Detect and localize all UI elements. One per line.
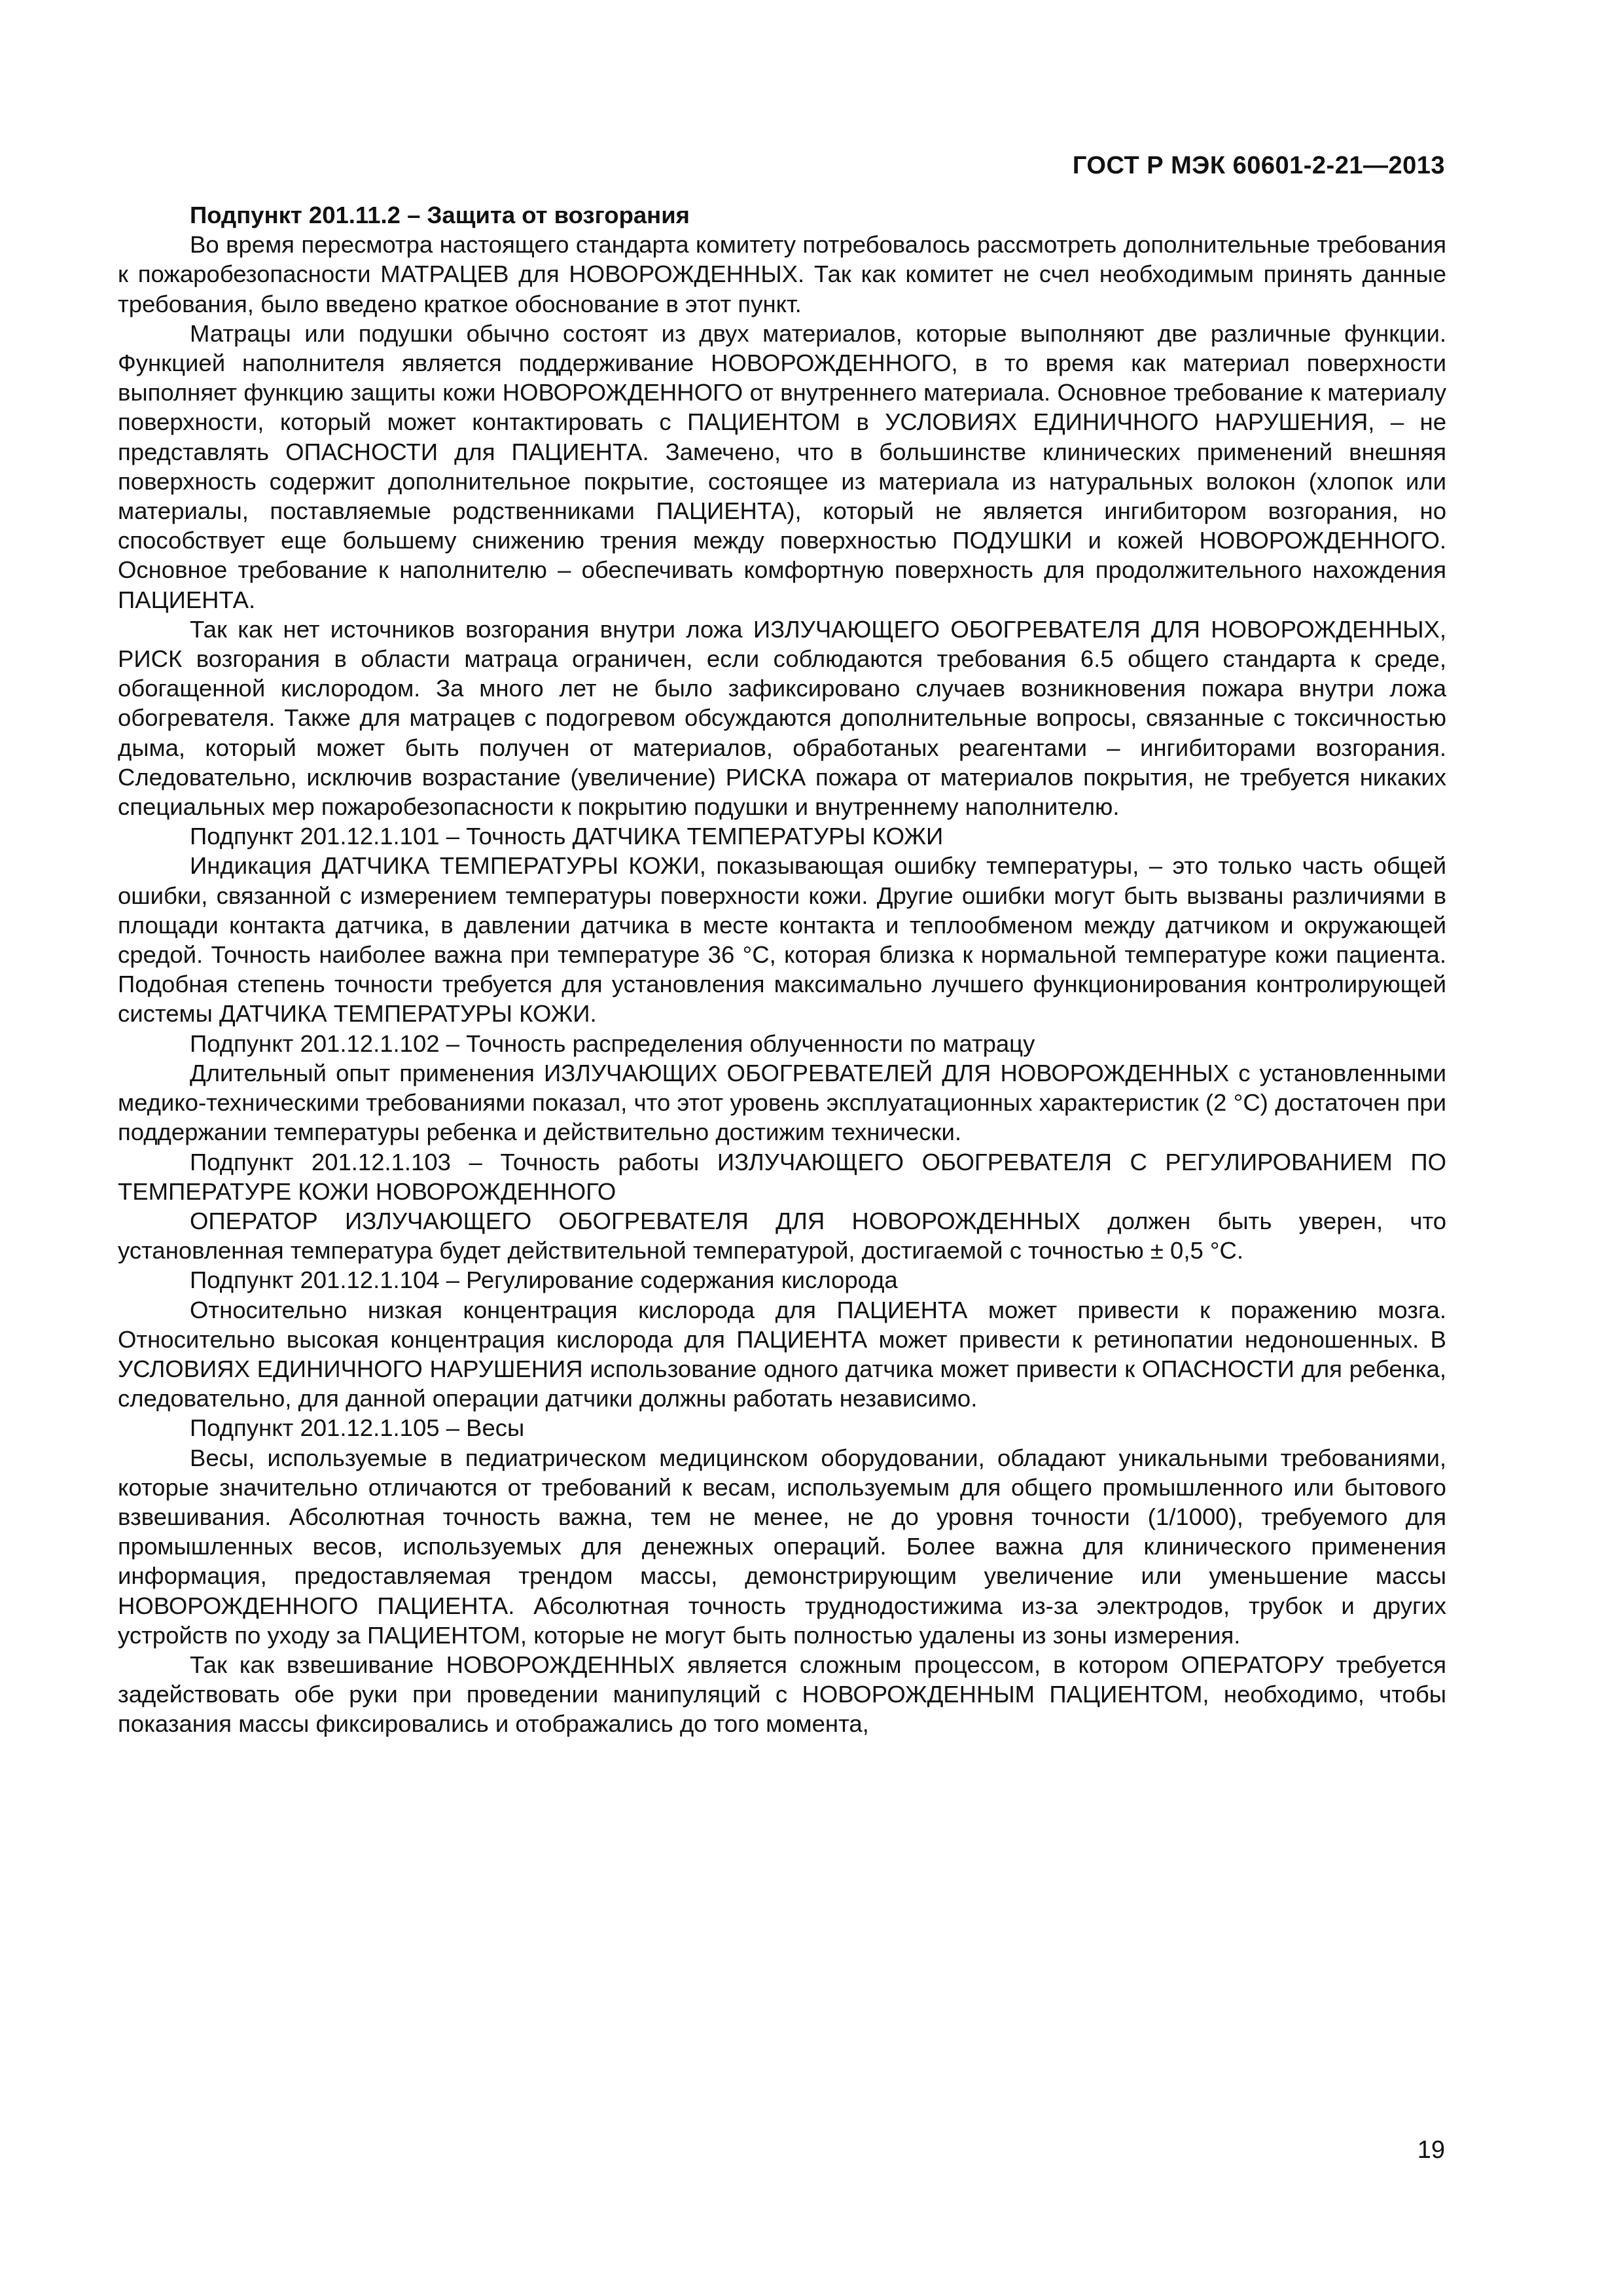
page-number: 19 [1417,2136,1445,2164]
paragraph: Относительно низкая концентрация кислорода для ПАЦИЕНТА может привести к поражению мозга. Относительно высокая концентрация кислорода для ПАЦИЕНТА может привести к ретинопатии недоношенных. В УСЛОВИЯХ ЕДИНИЧНОГО НАРУШЕНИЯ использование одного датчика может привести к ОПАСНОСТИ для ребенка, следовательно, для данной операции датчики должны работать независимо. [118,1296,1446,1412]
subsection-heading: Подпункт 201.12.1.105 – Весы [190,1414,525,1442]
document-body [118,200,1446,1739]
subsection-heading: Подпункт 201.12.1.104 – Регулирование содержания кислорода [190,1266,898,1294]
section-heading-201-11-2: Подпункт 201.11.2 – Защита от возгорания [190,202,690,228]
subsection-heading: Подпункт 201.12.1.101 – Точность ДАТЧИКА ТЕМПЕРАТУРЫ КОЖИ [190,823,944,850]
paragraph: ОПЕРАТОР ИЗЛУЧАЮЩЕГО ОБОГРЕВАТЕЛЯ ДЛЯ НОВОРОЖДЕННЫХ должен быть уверен, что установленная температура будет действительной температурой, достигаемой с точностью ± 0,5 °С. [118,1207,1446,1265]
paragraph: Во время пересмотра настоящего стандарта комитету потребовалось рассмотреть дополнительные требования к пожаробезопасности МАТРАЦЕВ для НОВОРОЖДЕННЫХ. Так как комитет не счел необходимым принять данные требования, было введено краткое обоснование в этот пункт. [118,231,1446,317]
paragraph: Индикация ДАТЧИКА ТЕМПЕРАТУРЫ КОЖИ, показывающая ошибку температуры, – это только часть общей ошибки, связанной с измерением температуры поверхности кожи. Другие ошибки могут быть вызваны различиями в площади контакта датчика, в давлении датчика в месте контакта и теплообменом между датчиком и окружающей средой. Точность наиболее важна при температуре 36 °С, которая близка к нормальной температуре кожи пациента. Подобная степень точности требуется для установления максимально лучшего функционирования контролирующей системы ДАТЧИКА ТЕМПЕРАТУРЫ КОЖИ. [118,852,1446,1028]
paragraph: Матрацы или подушки обычно состоят из двух материалов, которые выполняют две различные функции. Функцией наполнителя является поддерживание НОВОРОЖДЕННОГО, в то время как материал поверхности выполняет функцию защиты кожи НОВОРОЖДЕННОГО от внутреннего материала. Основное требование к материалу поверхности, который может контактировать с ПАЦИЕНТОМ в УСЛОВИЯХ ЕДИНИЧНОГО НАРУШЕНИЯ, – не представлять ОПАСНОСТИ для ПАЦИЕНТА. Замечено, что в большинстве клинических применений внешняя поверхность содержит дополнительное покрытие, состоящее из материала из натуральных волокон (хлопок или материалы, поставляемые родственниками ПАЦИЕНТА), который не является ингибитором возгорания, но способствует еще большему снижению трения между поверхностью ПОДУШКИ и кожей НОВОРОЖДЕННОГО. Основное требование к наполнителю – обеспечивать комфортную поверхность для продолжительного нахождения ПАЦИЕНТА. [118,319,1446,613]
paragraph: Так как взвешивание НОВОРОЖДЕННЫХ является сложным процессом, в котором ОПЕРАТОРУ требуется задействовать обе руки при проведении манипуляций с НОВОРОЖДЕННЫМ ПАЦИЕНТОМ, необходимо, чтобы показания массы фиксировались и отображались до того момента, [118,1651,1446,1738]
paragraph: Так как нет источников возгорания внутри ложа ИЗЛУЧАЮЩЕГО ОБОГРЕВАТЕЛЯ ДЛЯ НОВОРОЖДЕННЫХ, РИСК возгорания в области матраца ограничен, если соблюдаются требования 6.5 общего стандарта к среде, обогащенной кислородом. За много лет не было зафиксировано случаев возникновения пожара внутри ложа обогревателя. Также для матрацев с подогревом обсуждаются дополнительные вопросы, связанные с токсичностью дыма, который может быть получен от материалов, обработаных реагентами – ингибиторами возгорания. Следовательно, исключив возрастание (увеличение) РИСКА пожара от материалов покрытия, не требуется никаких специальных мер пожаробезопасности к покрытию подушки и внутреннему наполнителю. [118,615,1446,821]
paragraph: Весы, используемые в педиатрическом медицинском оборудовании, обладают уникальными требованиями, которые значительно отличаются от требований к весам, используемым для общего промышленного или бытового взвешивания. Абсолютная точность важна, тем не менее, не до уровня точности (1/1000), требуемого для промышленных весов, используемых для денежных операций. Более важна для клинического применения информация, предоставляемая трендом массы, демонстрирующим увеличение или уменьшение массы НОВОРОЖДЕННОГО ПАЦИЕНТА. Абсолютная точность труднодостижима из-за электродов, трубок и других устройств по уходу за ПАЦИЕНТОМ, которые не могут быть полностью удалены из зоны измерения. [118,1444,1446,1649]
document-header: ГОСТ Р МЭК 60601-2-21—2013 [1072,152,1445,179]
subsection-heading: Подпункт 201.12.1.103 – Точность работы ИЗЛУЧАЮЩЕГО ОБОГРЕВАТЕЛЯ С РЕГУЛИРОВАНИЕМ ПО ТЕМПЕРАТУРЕ КОЖИ НОВОРОЖДЕННОГО [118,1148,1446,1205]
paragraph: Длительный опыт применения ИЗЛУЧАЮЩИХ ОБОГРЕВАТЕЛЕЙ ДЛЯ НОВОРОЖДЕННЫХ с установленными медико-техническими требованиями показал, что этот уровень эксплуатационных характеристик (2 °С) достаточен при поддержании температуры ребенка и действительно достижим технически. [118,1059,1446,1146]
subsection-heading: Подпункт 201.12.1.102 – Точность распределения облученности по матрацу [190,1030,1035,1057]
